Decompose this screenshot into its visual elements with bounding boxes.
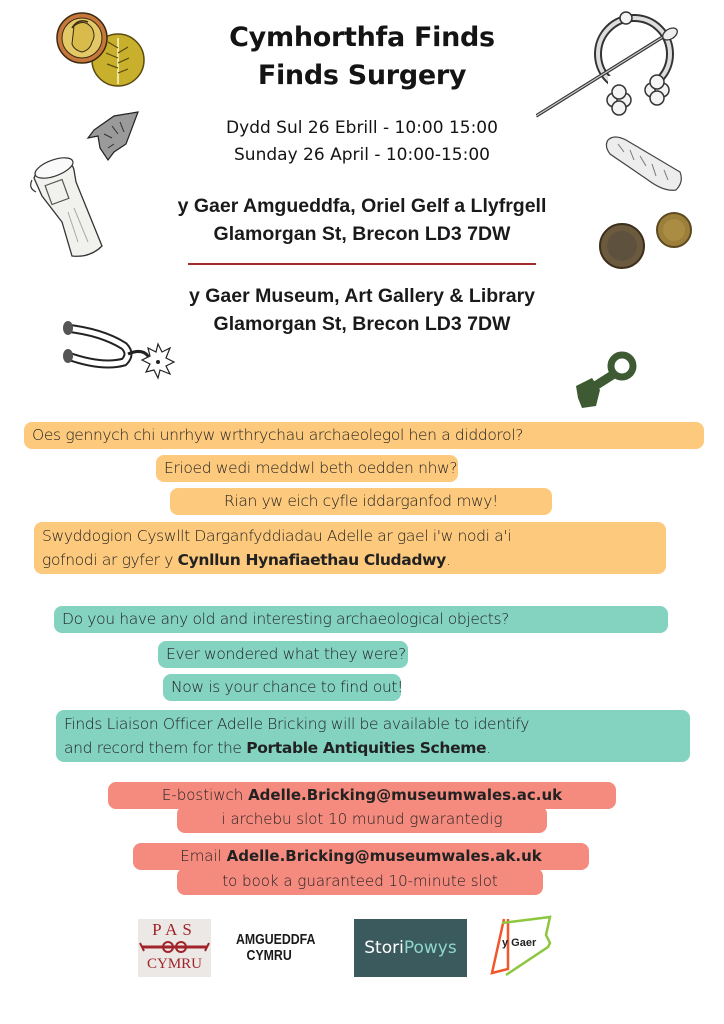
storipowys-logo (354, 919, 467, 977)
welsh-officer-line-1: Swyddogion Cyswllt Darganfyddiadau Adelle ar gael i'w nodi a'i (42, 527, 512, 545)
powys-text: Powys (403, 938, 457, 958)
venue-english-name: y Gaer Museum, Art Gallery & Library (188, 285, 536, 307)
welsh-officer-line-2-end: . (445, 551, 451, 569)
scheme-name-welsh: Cynllun Hynafiaethau Cludadwy (177, 551, 446, 569)
english-question-2: Ever wondered what they were? (158, 641, 408, 668)
english-email-link[interactable]: Adelle.Bricking@museumwales.ak.uk (226, 847, 542, 865)
date-welsh: Dydd Sul 26 Ebrill - 10:00 15:00 (226, 118, 498, 138)
welsh-officer-line-2 (42, 548, 658, 572)
venue-welsh-name: y Gaer Amgueddfa, Oriel Gelf a Llyfrgell (177, 195, 547, 217)
welsh-email-prefix: E-bostiwch (161, 786, 249, 804)
date-english: Sunday 26 April - 10:00-15:00 (234, 145, 490, 165)
welsh-question-1: Oes gennych chi unrhyw wrthrychau archaeolegol hen a diddorol? (24, 422, 704, 449)
pas-ornament-icon (138, 940, 211, 954)
english-officer-info (56, 710, 690, 762)
welsh-question-2: Erioed wedi meddwl beth oedden nhw? (156, 455, 458, 482)
pas-logo-top: PAS (152, 920, 197, 939)
title-welsh: Cymhorthfa Finds (229, 22, 495, 53)
stori-text: Stori (364, 938, 404, 958)
welsh-email-line (108, 782, 616, 809)
ygaer-logo (488, 913, 552, 977)
title-english: Finds Surgery (257, 60, 467, 91)
ygaer-logo-text: y Gaer (502, 937, 537, 949)
pas-cymru-logo (138, 919, 211, 977)
english-officer-line-1: Finds Liaison Officer Adelle Bricking will be available to identify (64, 715, 530, 733)
amgueddfa-logo-line-1: AMGUEDDFA (236, 932, 316, 948)
venue-english-address: Glamorgan St, Brecon LD3 7DW (213, 313, 511, 335)
english-question-3: Now is your chance to find out! (163, 674, 401, 701)
iron-key-icon (572, 350, 638, 412)
divider-line (188, 263, 536, 265)
english-email-prefix: Email (180, 847, 227, 865)
welsh-question-3: Rian yw eich cyfle iddarganfod mwy! (170, 488, 552, 515)
scheme-name-english: Portable Antiquities Scheme (246, 739, 487, 757)
english-question-1: Do you have any old and interesting archaeological objects? (54, 606, 668, 633)
english-email-line (133, 843, 589, 870)
welsh-officer-line-2-text: gofnodi ar gyfer y (42, 551, 178, 569)
english-officer-line-2 (64, 736, 682, 760)
pas-logo-bottom: CYMRU (146, 956, 202, 972)
welsh-booking-text: i archebu slot 10 munud gwarantedig (177, 806, 547, 833)
english-booking-text: to book a guaranteed 10-minute slot (177, 868, 543, 895)
venue-welsh-address: Glamorgan St, Brecon LD3 7DW (213, 223, 511, 245)
amgueddfa-cymru-logo (236, 932, 316, 964)
welsh-officer-info (34, 522, 666, 574)
amgueddfa-logo-line-2: CYMRU (246, 948, 292, 964)
english-officer-line-2-end: . (486, 739, 491, 757)
welsh-email-link[interactable]: Adelle.Bricking@museumwales.ac.uk (248, 786, 563, 804)
english-officer-line-2-text: and record them for the (64, 739, 247, 757)
